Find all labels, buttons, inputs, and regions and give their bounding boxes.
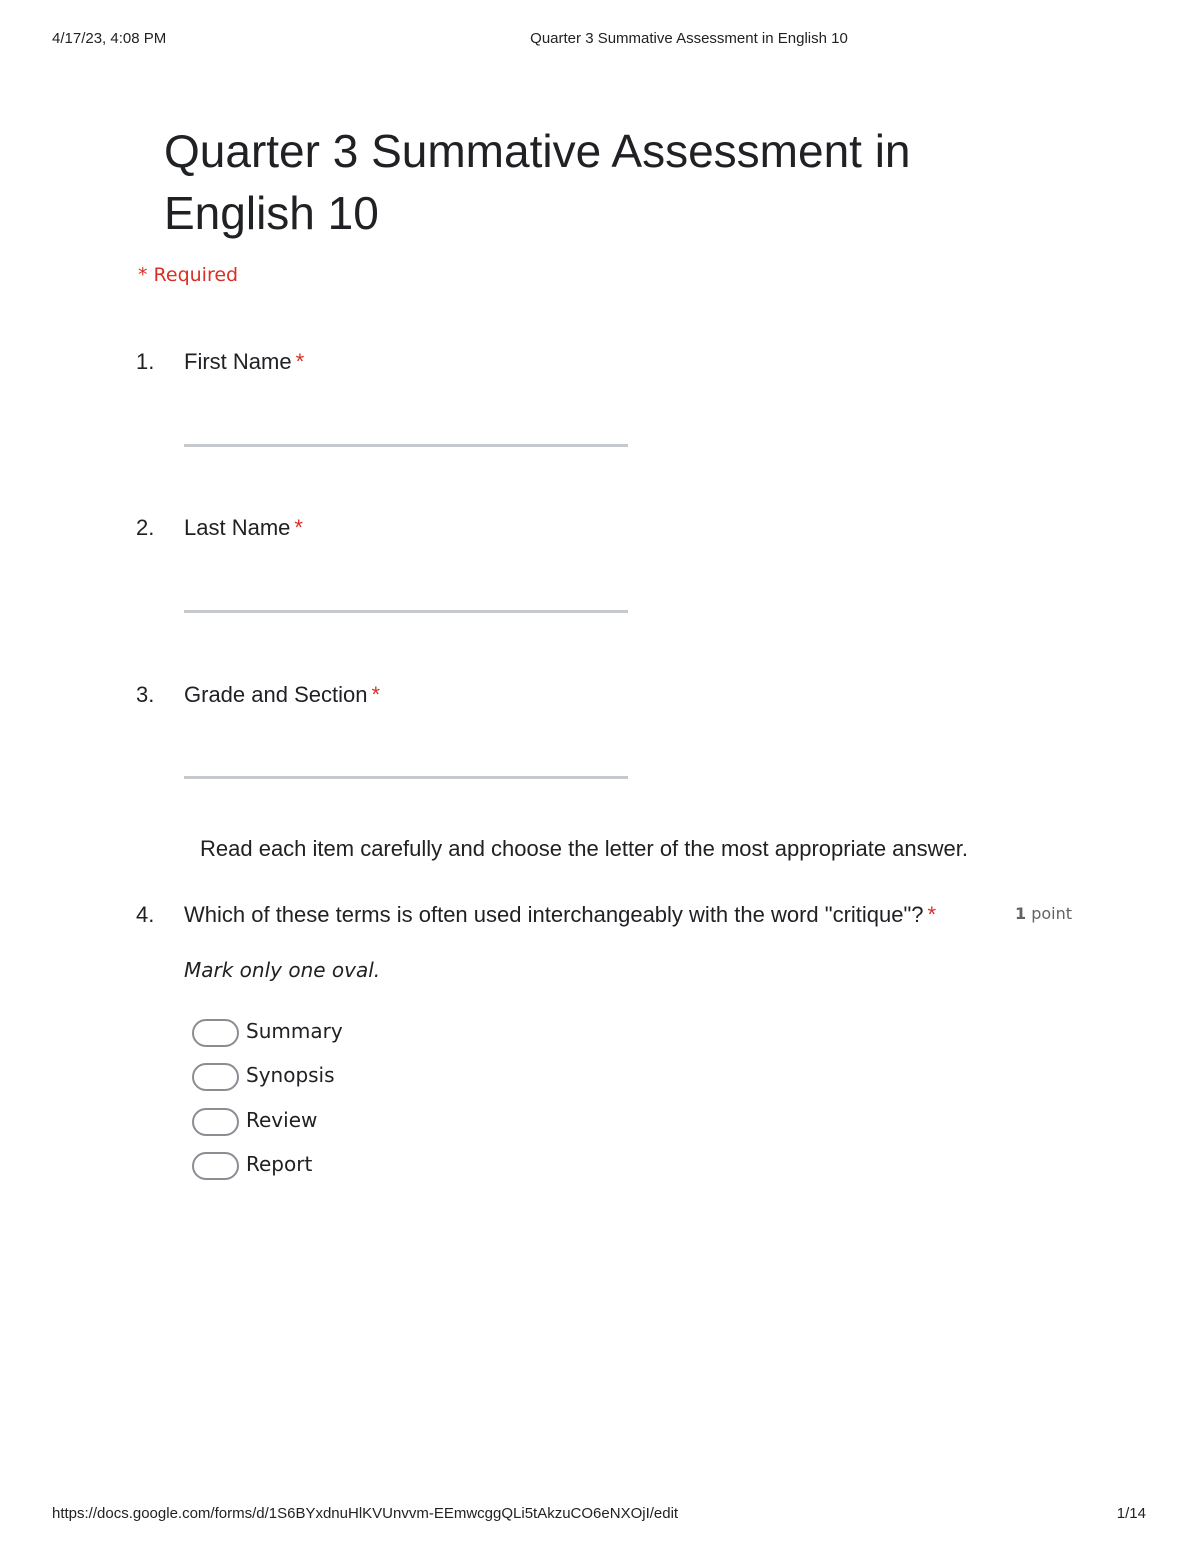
points-badge bbox=[1015, 904, 1072, 923]
question-label-text: Last Name bbox=[184, 515, 291, 540]
question-number: 1. bbox=[136, 349, 155, 374]
question-label-first-name bbox=[184, 349, 304, 375]
question-label-text: First Name bbox=[184, 349, 292, 374]
question-number: 3. bbox=[136, 682, 155, 707]
grade-section-field[interactable] bbox=[184, 776, 628, 779]
question-label-text: Grade and Section bbox=[184, 682, 368, 707]
print-title: Quarter 3 Summative Assessment in English 10 bbox=[530, 30, 848, 47]
print-date: 4/17/23, 4:08 PM bbox=[52, 30, 167, 47]
question-label-last-name bbox=[184, 515, 303, 541]
required-note: * Required bbox=[138, 264, 239, 286]
option-label: Synopsis bbox=[246, 1063, 335, 1087]
print-page-number: 1/14 bbox=[1116, 1505, 1146, 1522]
mark-hint: Mark only one oval. bbox=[184, 958, 381, 982]
last-name-field[interactable] bbox=[184, 610, 628, 613]
print-url: https://docs.google.com/forms/d/1S6BYxdnuHlKVUnvvm-EEmwcggQLi5tAkzuCO6eNXOjI/edit bbox=[52, 1505, 679, 1522]
points-unit: point bbox=[1031, 904, 1073, 923]
form-title-line-1: Quarter 3 Summative Assessment in bbox=[164, 125, 911, 177]
required-asterisk: * bbox=[295, 349, 305, 374]
form-title bbox=[164, 120, 1024, 244]
first-name-field[interactable] bbox=[184, 444, 628, 447]
option-label: Report bbox=[246, 1152, 313, 1176]
question-label-grade-section bbox=[184, 682, 380, 708]
question-number: 4. bbox=[136, 902, 155, 927]
required-asterisk: * bbox=[371, 682, 381, 707]
option-label: Summary bbox=[246, 1019, 343, 1043]
print-footer bbox=[0, 1505, 1200, 1525]
oval-radio[interactable] bbox=[192, 1152, 239, 1180]
form-title-line-2: English 10 bbox=[164, 187, 379, 239]
points-value: 1 bbox=[1015, 904, 1027, 923]
required-asterisk: * bbox=[294, 515, 303, 540]
oval-radio[interactable] bbox=[192, 1019, 239, 1047]
required-asterisk: * bbox=[927, 902, 937, 927]
question-label-text: Which of these terms is often used interchangeably with the word "critique"? bbox=[184, 902, 924, 927]
instructions-text: Read each item carefully and choose the letter of the most appropriate answer. bbox=[200, 836, 968, 861]
question-label-critique bbox=[184, 902, 936, 928]
oval-radio[interactable] bbox=[192, 1108, 239, 1136]
print-header bbox=[0, 30, 1200, 50]
question-number: 2. bbox=[136, 515, 155, 540]
oval-radio[interactable] bbox=[192, 1063, 239, 1091]
option-label: Review bbox=[246, 1108, 318, 1132]
